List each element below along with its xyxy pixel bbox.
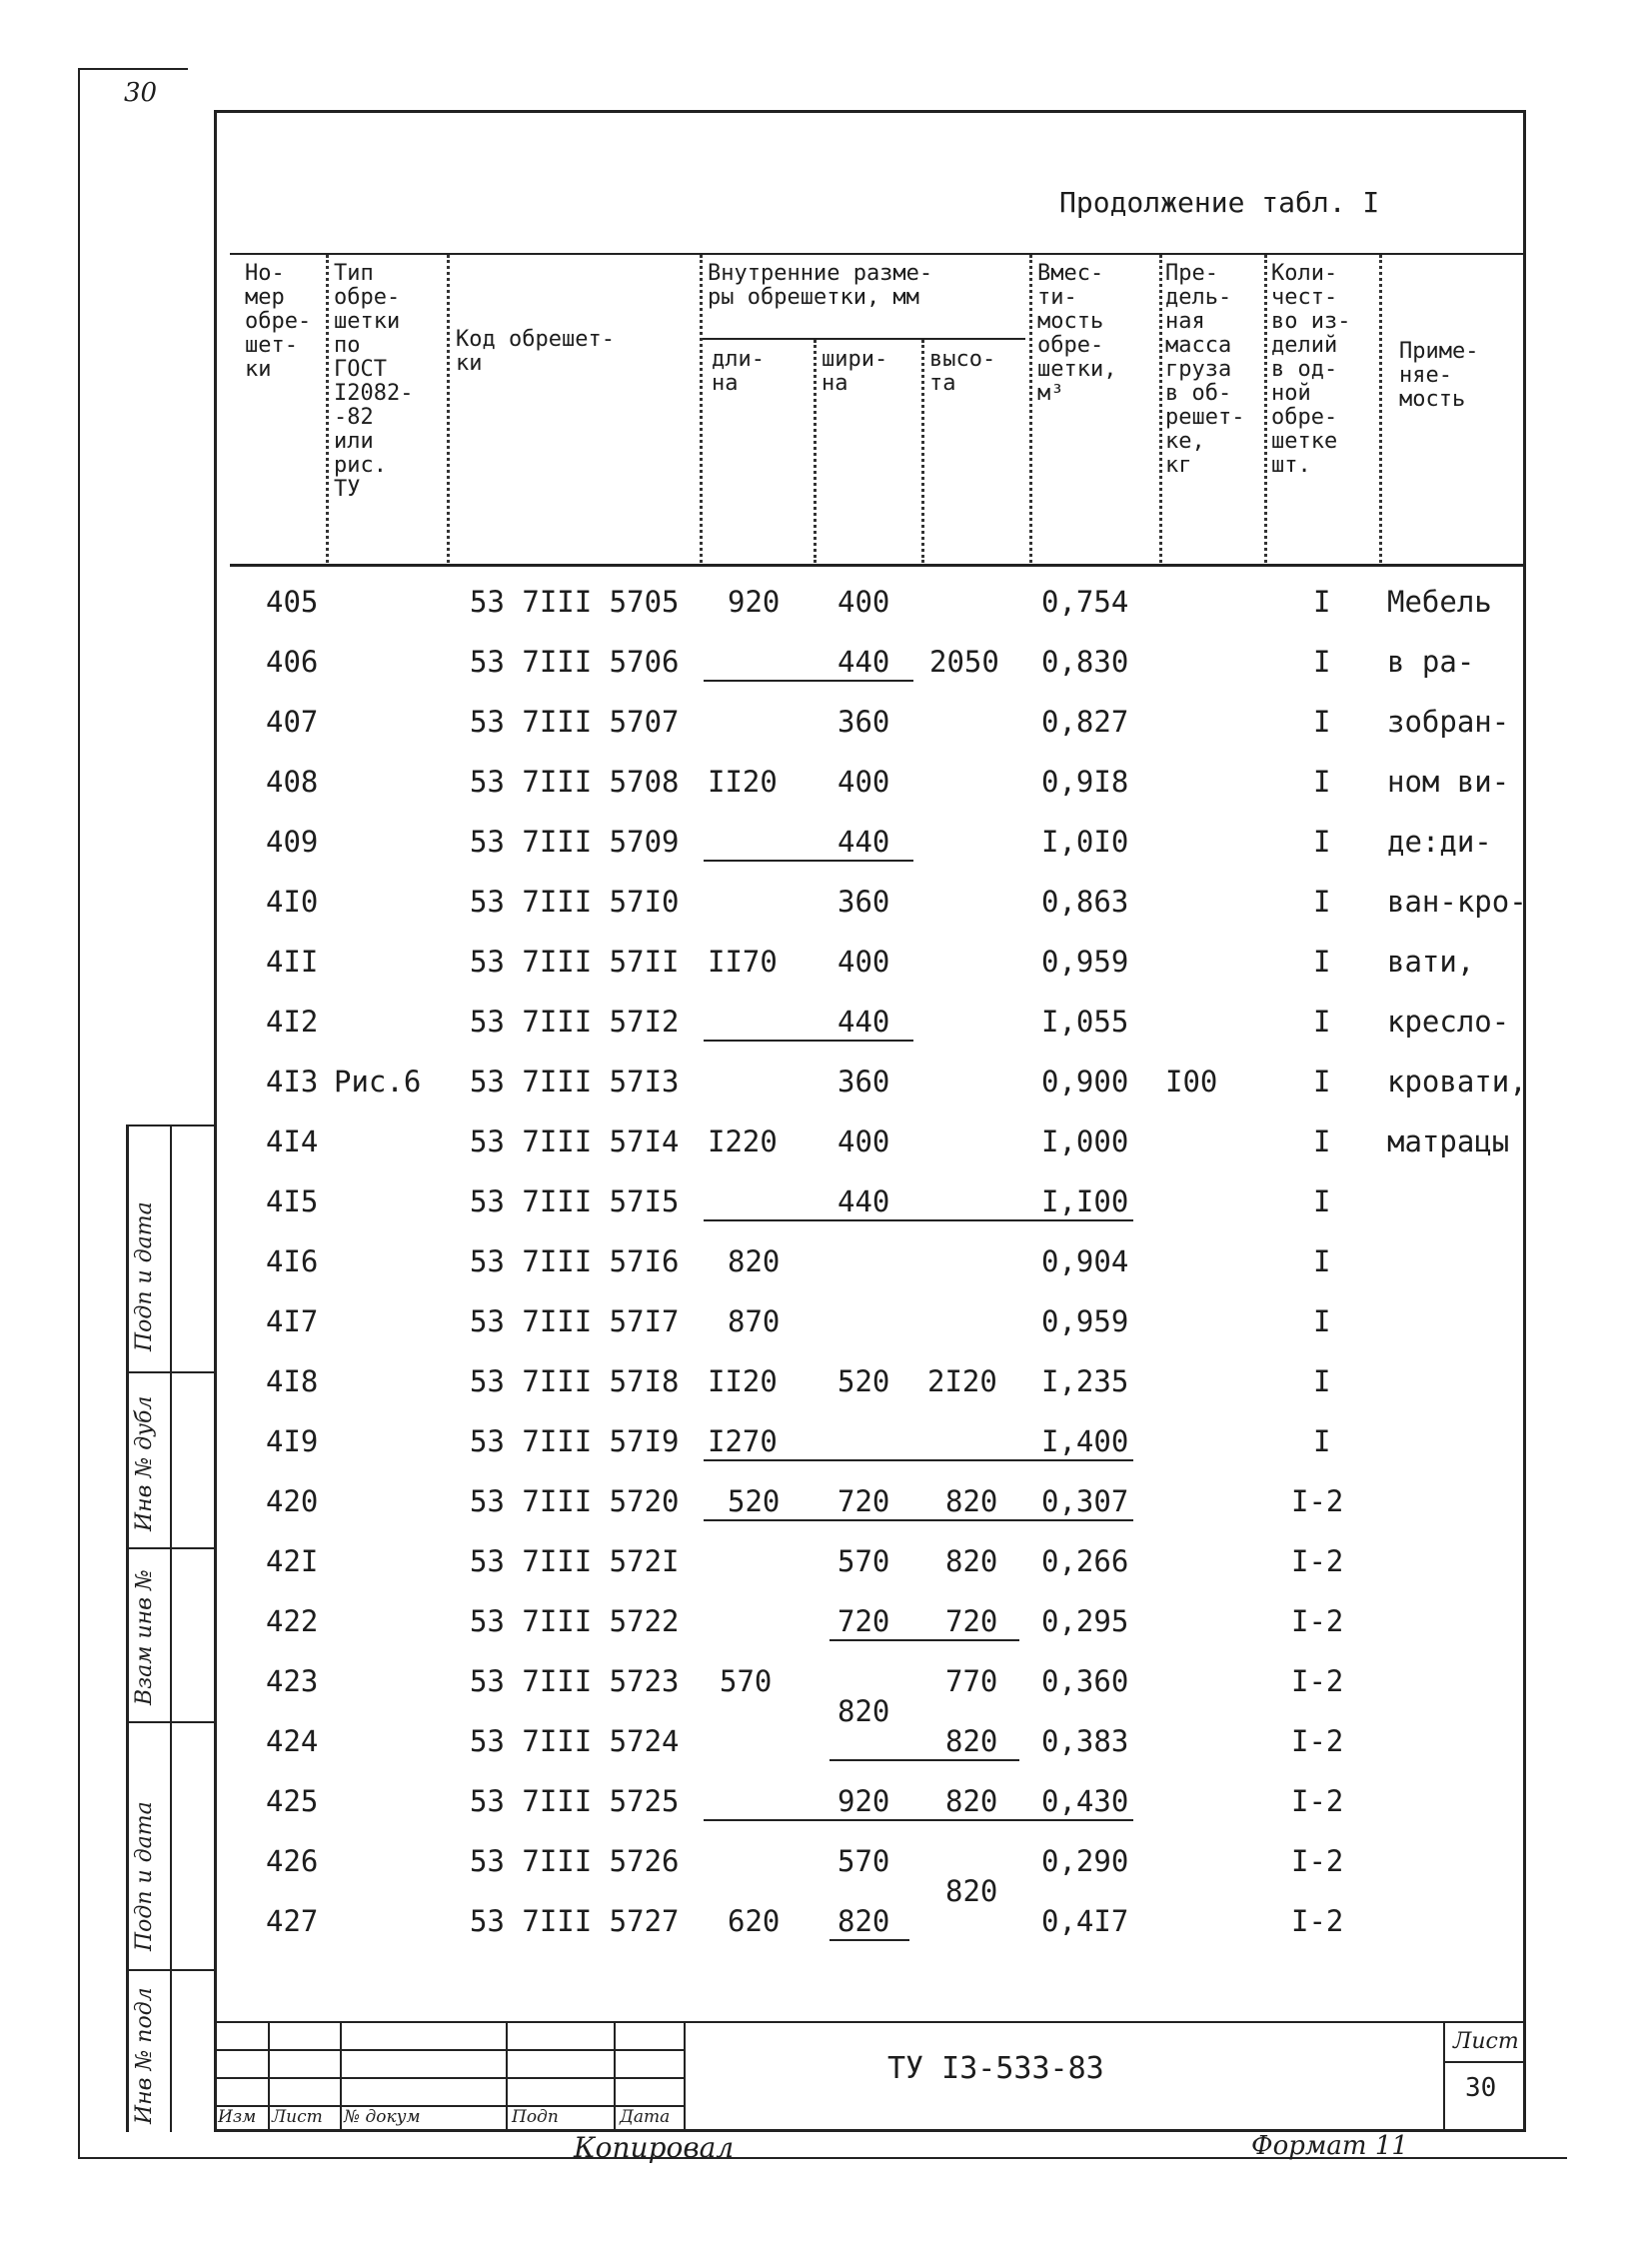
row-volume: I,I00 [1041,1184,1129,1218]
merged-width-820: 820 [837,1694,890,1728]
row-volume: I,235 [1041,1364,1129,1398]
row-usage: матрацы [1387,1124,1510,1158]
row-code: 53 7III 57I0 [470,885,680,919]
stamp-label-list: Лист [272,2107,323,2127]
row-num: 4I6 [266,1244,319,1278]
row-length: 570 [720,1664,773,1698]
row-height: 2I20 [927,1364,997,1398]
row-num: 422 [266,1604,319,1638]
row-height: 820 [945,1484,998,1518]
row-code: 53 7III 57II [470,945,680,979]
row-length: 870 [728,1304,781,1338]
row-width: 520 [837,1364,890,1398]
stamp-col-4 [614,2021,616,2131]
stamp-col-5 [684,2021,686,2131]
hdr-inner-group: Внутренние разме- ры обрешетки, мм [708,261,933,310]
row-height: 820 [945,1544,998,1578]
row-qty: I [1313,1244,1331,1278]
hdr-sep-4 [814,340,817,563]
row-num: 4I5 [266,1184,319,1218]
row-width: 400 [837,1124,890,1158]
side-strip-div-1 [126,1371,216,1373]
row-volume: 0,900 [1041,1065,1129,1099]
row-code: 53 7III 5708 [470,765,680,799]
row-length: 920 [728,585,781,619]
row-qty: I [1313,1005,1331,1039]
row-qty: I [1313,825,1331,859]
row-qty: I [1313,765,1331,799]
side-strip-div-3 [126,1721,216,1723]
row-num: 4II [266,945,319,979]
row-code: 53 7III 5709 [470,825,680,859]
row-width: 720 [837,1484,890,1518]
row-code: 53 7III 5727 [470,1904,680,1938]
row-code: 53 7III 57I3 [470,1065,680,1099]
row-usage: кровати, [1387,1065,1527,1099]
side-label-4: Подп и дата [132,1801,157,1951]
side-strip-div-2 [126,1547,216,1549]
row-width: 400 [837,765,890,799]
hdr-length: дли- на [712,347,765,396]
row-volume: 0,959 [1041,945,1129,979]
row-num: 4I8 [266,1364,319,1398]
side-strip-div-4 [126,1969,216,1971]
row-code: 53 7III 57I6 [470,1244,680,1278]
side-label-5: Инв № подл [132,1987,157,2124]
footer-format: Формат 11 [1251,2131,1408,2161]
row-code: 53 7III 5723 [470,1664,680,1698]
hdr-mass: Пре- дель- ная масса груза в об- решет- ке, кг [1165,261,1245,478]
row-num: 4I0 [266,885,319,919]
row-num: 420 [266,1484,319,1518]
hdr-code: Код обрешет- ки [456,327,615,376]
row-num: 425 [266,1784,319,1818]
row-width: 720 [837,1604,890,1638]
row-usage: вати, [1387,945,1475,979]
row-length: I220 [708,1124,778,1158]
row-code: 53 7III 5720 [470,1484,680,1518]
row-qty: I-2 [1291,1664,1344,1698]
row-mass: I00 [1165,1065,1218,1099]
row-length: 820 [728,1244,781,1278]
doc-code: ТУ I3-533-83 [887,2051,1104,2086]
row-volume: 0,290 [1041,1844,1129,1878]
row-code: 53 7III 57I5 [470,1184,680,1218]
frame-top [214,110,1525,113]
row-num: 405 [266,585,319,619]
row-qty: I-2 [1291,1604,1344,1638]
hdr-sep-3 [700,255,703,563]
row-code: 53 7III 5725 [470,1784,680,1818]
row-volume: I,000 [1041,1124,1129,1158]
row-num: 4I4 [266,1124,319,1158]
hdr-sep-5 [921,340,924,563]
stamp-label-sign: Подп [512,2107,559,2127]
row-qty: I-2 [1291,1904,1344,1938]
hdr-usage: Приме- няе- мость [1399,339,1479,412]
row-width: 360 [837,705,890,739]
row-underline [704,1819,1133,1821]
row-width: 570 [837,1844,890,1878]
stamp-top-rule [214,2021,1526,2023]
row-num: 423 [266,1664,319,1698]
row-volume: 0,295 [1041,1604,1129,1638]
row-num: 406 [266,645,319,679]
outer-border-left [78,68,80,2159]
row-usage: ном ви- [1387,765,1510,799]
continuation-title: Продолжение табл. I [1059,186,1380,219]
row-code: 53 7III 5705 [470,585,680,619]
hdr-sep-2 [447,255,450,563]
row-num: 408 [266,765,319,799]
row-underline [704,1219,1133,1221]
row-code: 53 7III 5706 [470,645,680,679]
row-underline [704,1459,1133,1461]
row-width: 440 [837,1005,890,1039]
row-width: 820 [837,1904,890,1938]
side-strip-top [126,1124,216,1126]
row-qty: I [1313,1304,1331,1338]
row-qty: I [1313,1184,1331,1218]
row-height: 820 [945,1724,998,1758]
row-code: 53 7III 57I2 [470,1005,680,1039]
row-type: Рис.6 [334,1065,422,1099]
row-length: I270 [708,1424,778,1458]
row-volume: I,055 [1041,1005,1129,1039]
row-height: 770 [945,1664,998,1698]
row-num: 4I7 [266,1304,319,1338]
row-qty: I [1313,1364,1331,1398]
row-qty: I [1313,945,1331,979]
row-code: 53 7III 57I4 [470,1124,680,1158]
row-num: 424 [266,1724,319,1758]
row-width: 440 [837,825,890,859]
row-height: 720 [945,1604,998,1638]
row-volume: 0,959 [1041,1304,1129,1338]
row-num: 407 [266,705,319,739]
row-width: 360 [837,885,890,919]
page-number: 30 [124,78,158,108]
row-underline [704,1519,1133,1521]
row-width: 570 [837,1544,890,1578]
hdr-type: Тип обре- шетки по ГОСТ I2082- -82 или рис. ТУ [334,261,414,502]
row-qty: I [1313,645,1331,679]
row-qty: I [1313,1065,1331,1099]
row-usage: зобран- [1387,705,1510,739]
hdr-sep-1 [326,255,329,563]
row-width: 360 [837,1065,890,1099]
row-volume: 0,9I8 [1041,765,1129,799]
row-volume: 0,4I7 [1041,1904,1129,1938]
merged-height-820: 820 [945,1874,998,1908]
row-volume: I,0I0 [1041,825,1129,859]
row-volume: 0,360 [1041,1664,1129,1698]
sheet-label: Лист [1453,2029,1519,2054]
row-code: 53 7III 5726 [470,1844,680,1878]
row-length: II20 [708,765,778,799]
hdr-sep-8 [1264,255,1267,563]
sheet-number: 30 [1465,2073,1497,2103]
row-volume: 0,266 [1041,1544,1129,1578]
row-num: 426 [266,1844,319,1878]
row-code: 53 7III 57I8 [470,1364,680,1398]
row-code: 53 7III 572I [470,1544,680,1578]
row-num: 4I9 [266,1424,319,1458]
row-length: II70 [708,945,778,979]
stamp-sheet-rule [1443,2061,1525,2063]
frame-left [214,110,217,2131]
header-bottom-rule [230,564,1525,567]
row-volume: 0,863 [1041,885,1129,919]
row-num: 409 [266,825,319,859]
outer-border-top [78,68,188,70]
stamp-sheet-col [1443,2021,1445,2131]
inner-group-rule [700,338,1025,340]
row-underline [704,860,913,862]
row-num: 427 [266,1904,319,1938]
side-label-2: Инв № дубл [132,1395,157,1531]
row-usage: ван-кро- [1387,885,1527,919]
row-code: 53 7III 5722 [470,1604,680,1638]
row-usage: кресло- [1387,1005,1510,1039]
row-qty: I-2 [1291,1844,1344,1878]
row-underline [704,680,913,682]
row-underline [829,1939,909,1941]
row-code: 53 7III 5724 [470,1724,680,1758]
hdr-volume: Вмес- ти- мость обре- шетки, м³ [1037,261,1117,406]
row-code: 53 7III 5707 [470,705,680,739]
row-usage: в ра- [1387,645,1475,679]
row-qty: I [1313,885,1331,919]
row-length: II20 [708,1364,778,1398]
row-underline [829,1759,1019,1761]
stamp-label-izm: Изм [218,2107,257,2127]
row-usage: Мебель [1387,585,1492,619]
row-volume: 0,383 [1041,1724,1129,1758]
row-width: 920 [837,1784,890,1818]
row-width: 400 [837,945,890,979]
row-qty: I-2 [1291,1544,1344,1578]
row-length: 520 [728,1484,781,1518]
row-underline [704,1040,913,1042]
hdr-width: шири- на [822,347,888,396]
stamp-label-doc: № докум [344,2107,421,2127]
row-qty: I-2 [1291,1724,1344,1758]
hdr-sep-9 [1379,255,1382,563]
row-volume: 0,827 [1041,705,1129,739]
hdr-sep-7 [1159,255,1162,563]
row-num: 42I [266,1544,319,1578]
row-volume: 0,830 [1041,645,1129,679]
hdr-height: высо- та [929,347,996,396]
hdr-sep-6 [1029,255,1032,563]
row-height: 820 [945,1784,998,1818]
row-qty: I [1313,705,1331,739]
row-underline [829,1639,1019,1641]
header-top-rule [230,253,1525,255]
stamp-col-3 [506,2021,508,2131]
row-width: 440 [837,1184,890,1218]
row-qty: I-2 [1291,1484,1344,1518]
row-qty: I-2 [1291,1784,1344,1818]
row-volume: 0,754 [1041,585,1129,619]
row-qty: I [1313,1124,1331,1158]
row-length: 620 [728,1904,781,1938]
stamp-col-2 [340,2021,342,2131]
row-volume: 0,430 [1041,1784,1129,1818]
row-volume: I,400 [1041,1424,1129,1458]
row-code: 53 7III 57I9 [470,1424,680,1458]
row-width: 440 [837,645,890,679]
hdr-qty: Коли- чест- во из- делий в од- ной обре- шетке шт. [1271,261,1351,478]
row-qty: I [1313,1424,1331,1458]
stamp-col-1 [268,2021,270,2131]
row-num: 4I3 [266,1065,319,1099]
row-usage: де:ди- [1387,825,1492,859]
row-code: 53 7III 57I7 [470,1304,680,1338]
row-qty: I [1313,585,1331,619]
row-width: 400 [837,585,890,619]
side-label-1: Подп и дата [132,1201,157,1351]
hdr-num: Но- мер обре- шет- ки [245,261,312,382]
row-volume: 0,904 [1041,1244,1129,1278]
side-label-3: Взам инв № [132,1569,157,1705]
row-volume: 0,307 [1041,1484,1129,1518]
side-strip-mid [170,1124,172,2132]
row-height: 2050 [929,645,999,679]
footer-copied: Копировал [574,2131,735,2164]
row-num: 4I2 [266,1005,319,1039]
frame-right [1523,110,1526,2131]
side-strip-left [126,1124,129,2132]
stamp-label-date: Дата [620,2107,671,2127]
